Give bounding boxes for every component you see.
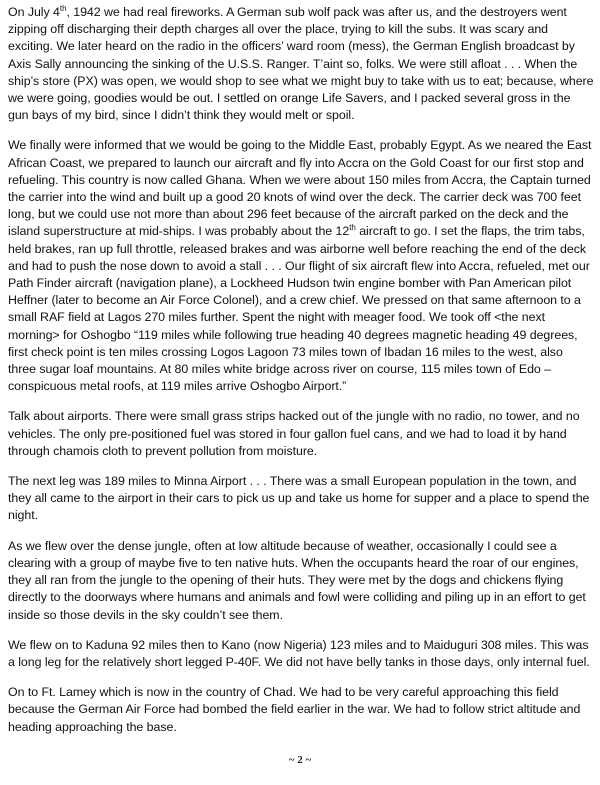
text-run: Talk about airports. There were small grass strips hacked out of the jungle with no radio, no tower, and no vehicles. The only pre-positioned fuel was stored in four gallon fuel cans, and we had to load it by hand through chamois cloth to prevent pollution from moisture. <box>8 409 580 458</box>
paragraph <box>8 473 594 525</box>
text-run: On July 4 <box>8 5 60 19</box>
ordinal-superscript: th <box>59 3 67 13</box>
ordinal-superscript: th <box>349 223 356 233</box>
paragraph <box>8 538 594 624</box>
document-page <box>8 4 594 749</box>
text-run: As we flew over the dense jungle, often at low altitude because of weather, occasionally I could see a clearing with a group of maybe five to ten native huts. When the occupants heard the roar of our engines, they all ran from the jungle to the opening of their huts. They were met by the dogs and chickens flying directly to the doorways where humans and animals and fowl were colliding and piling up in an effort to get inside so those devils in the sky couldn’t see them. <box>8 538 586 622</box>
paragraph <box>8 637 594 671</box>
paragraph <box>8 684 594 736</box>
text-run: , 1942 we had real fireworks. A German sub wolf pack was after us, and the destroyers went zipping off discharging their depth charges all over the place, trying to kill the subs. It was scary and exciting. We later heard on the radio in the officers’ ward room (mess), the German English broadcast by Axis Sally announcing the sinking of the U.S.S. Ranger. T’aint so, folks. We were still afloat . . . When the ship’s store (PX) was open, we would shop to see what we might buy to take with us to eat; because, where we were going, goodies would be out. I settled on orange Life Savers, and I packed several gross in the gun bays of my bird, since I didn’t think they would melt or spoil. <box>8 5 594 123</box>
text-run: The next leg was 189 miles to Minna Airport . . . There was a small European population in the town, and they all came to the airport in their cars to pick us up and take us home for supper and a place to spend the night. <box>8 474 590 523</box>
paragraph <box>8 408 594 460</box>
page-number: ~ 2 ~ <box>288 754 312 766</box>
paragraph <box>8 137 594 395</box>
text-run: aircraft to go. I set the flaps, the trim tabs, held brakes, ran up full throttle, released brakes and was airborne well before reaching the end of the deck and had to push the nose down to avoid a stall . . . Our flight of six aircraft flew into Accra, refueled, met our Path Finder aircraft (navigation plane), a Lockheed Hudson twin engine bomber with Pan American pilot Heffner (later to become an Air Force Colonel), and a crew chief. We pressed on that same afternoon to a small RAF field at Lagos 270 miles further. Spent the night with meager food. We took off <the next morning> for Oshogbo “119 miles while following true heading 40 degrees magnetic heading 49 degrees, first check point is ten miles crossing Logos Lagoon 73 miles town of Ibadan 16 miles to the west, also three sugar loaf mountains. At 80 miles white bridge across river on course, 115 miles town of Edo – conspicuous metal roofs, at 119 miles arrive Oshogbo Airport.” <box>8 224 590 394</box>
text-run: On to Ft. Lamey which is now in the country of Chad. We had to be very careful approaching this field because the German Air Force had bombed the field earlier in the war. We had to follow strict altitude and heading approaching the base. <box>8 685 581 734</box>
text-run: We finally were informed that we would be going to the Middle East, probably Egypt. As we neared the East African Coast, we prepared to launch our aircraft and fly into Accra on the Gold Coast for our first stop and refueling. This country is now called Ghana. When we were about 150 miles from Accra, the Captain turned the carrier into the wind and built up a good 20 knots of wind over the deck. The carrier deck was 700 feet long, but we could use not more than about 296 feet because of the aircraft parked on the deck and the island superstructure at mid-ships. I was probably about the 12 <box>8 138 592 239</box>
paragraph <box>8 4 594 124</box>
text-run: We flew on to Kaduna 92 miles then to Kano (now Nigeria) 123 miles and to Maiduguri 308 miles. This was a long leg for the relatively short legged P-40F. We did not have belly tanks in those days, only internal fuel. <box>8 637 590 669</box>
